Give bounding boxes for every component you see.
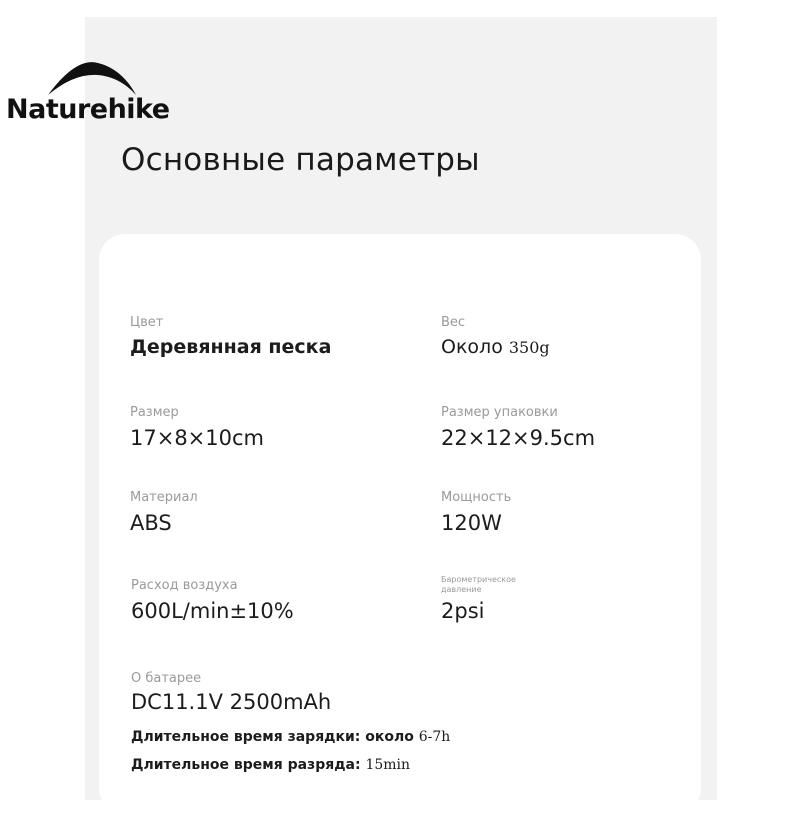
battery-discharge-value: 15min (365, 757, 411, 773)
spec-power-label: Мощность (441, 490, 512, 505)
spec-weight-value (441, 336, 550, 358)
spec-package (441, 405, 595, 450)
spec-package-value: 22×12×9.5cm (441, 426, 596, 450)
spec-power-value: 120W (441, 511, 502, 535)
spec-weight-label: Вес (441, 315, 466, 330)
spec-power (441, 490, 511, 535)
spec-size (130, 405, 264, 450)
spec-material-label: Материал (130, 490, 198, 505)
spec-color-value: Деревянная песка (130, 336, 332, 358)
brand-name: Naturehike (6, 94, 170, 125)
spec-battery-value: DC11.1V 2500mAh (131, 690, 332, 714)
spec-pressure-label-line1: Барометрическое (441, 575, 516, 584)
spec-weight (441, 315, 550, 358)
spec-battery-label: О батарее (131, 671, 202, 686)
spec-weight-prefix: Около (441, 336, 503, 358)
battery-discharge-line (131, 757, 410, 773)
spec-pressure (441, 575, 531, 623)
spec-color-label: Цвет (130, 315, 164, 330)
spec-color (130, 315, 331, 358)
spec-size-label: Размер (130, 405, 179, 420)
battery-charge-label: Длительное время зарядки: около (131, 729, 414, 745)
spec-weight-number: 350g (508, 338, 550, 357)
spec-airflow-label: Расход воздуха (131, 578, 238, 593)
spec-airflow (131, 578, 294, 623)
spec-airflow-value: 600L/min±10% (131, 599, 294, 623)
page-title: Основные параметры (121, 142, 480, 178)
brand-logo (6, 55, 176, 130)
spec-material-value: ABS (130, 511, 172, 535)
battery-discharge-label: Длительное время разряда: (131, 757, 361, 773)
spec-material (130, 490, 198, 535)
spec-battery (131, 671, 331, 714)
spec-pressure-value: 2psi (441, 599, 485, 623)
battery-charge-line (131, 729, 450, 745)
spec-pressure-label-line2: давление (441, 585, 482, 594)
mountain-logo-icon (46, 55, 138, 97)
battery-charge-value: 6-7h (418, 729, 451, 745)
spec-package-label: Размер упаковки (441, 405, 558, 420)
spec-size-value: 17×8×10cm (130, 426, 264, 450)
